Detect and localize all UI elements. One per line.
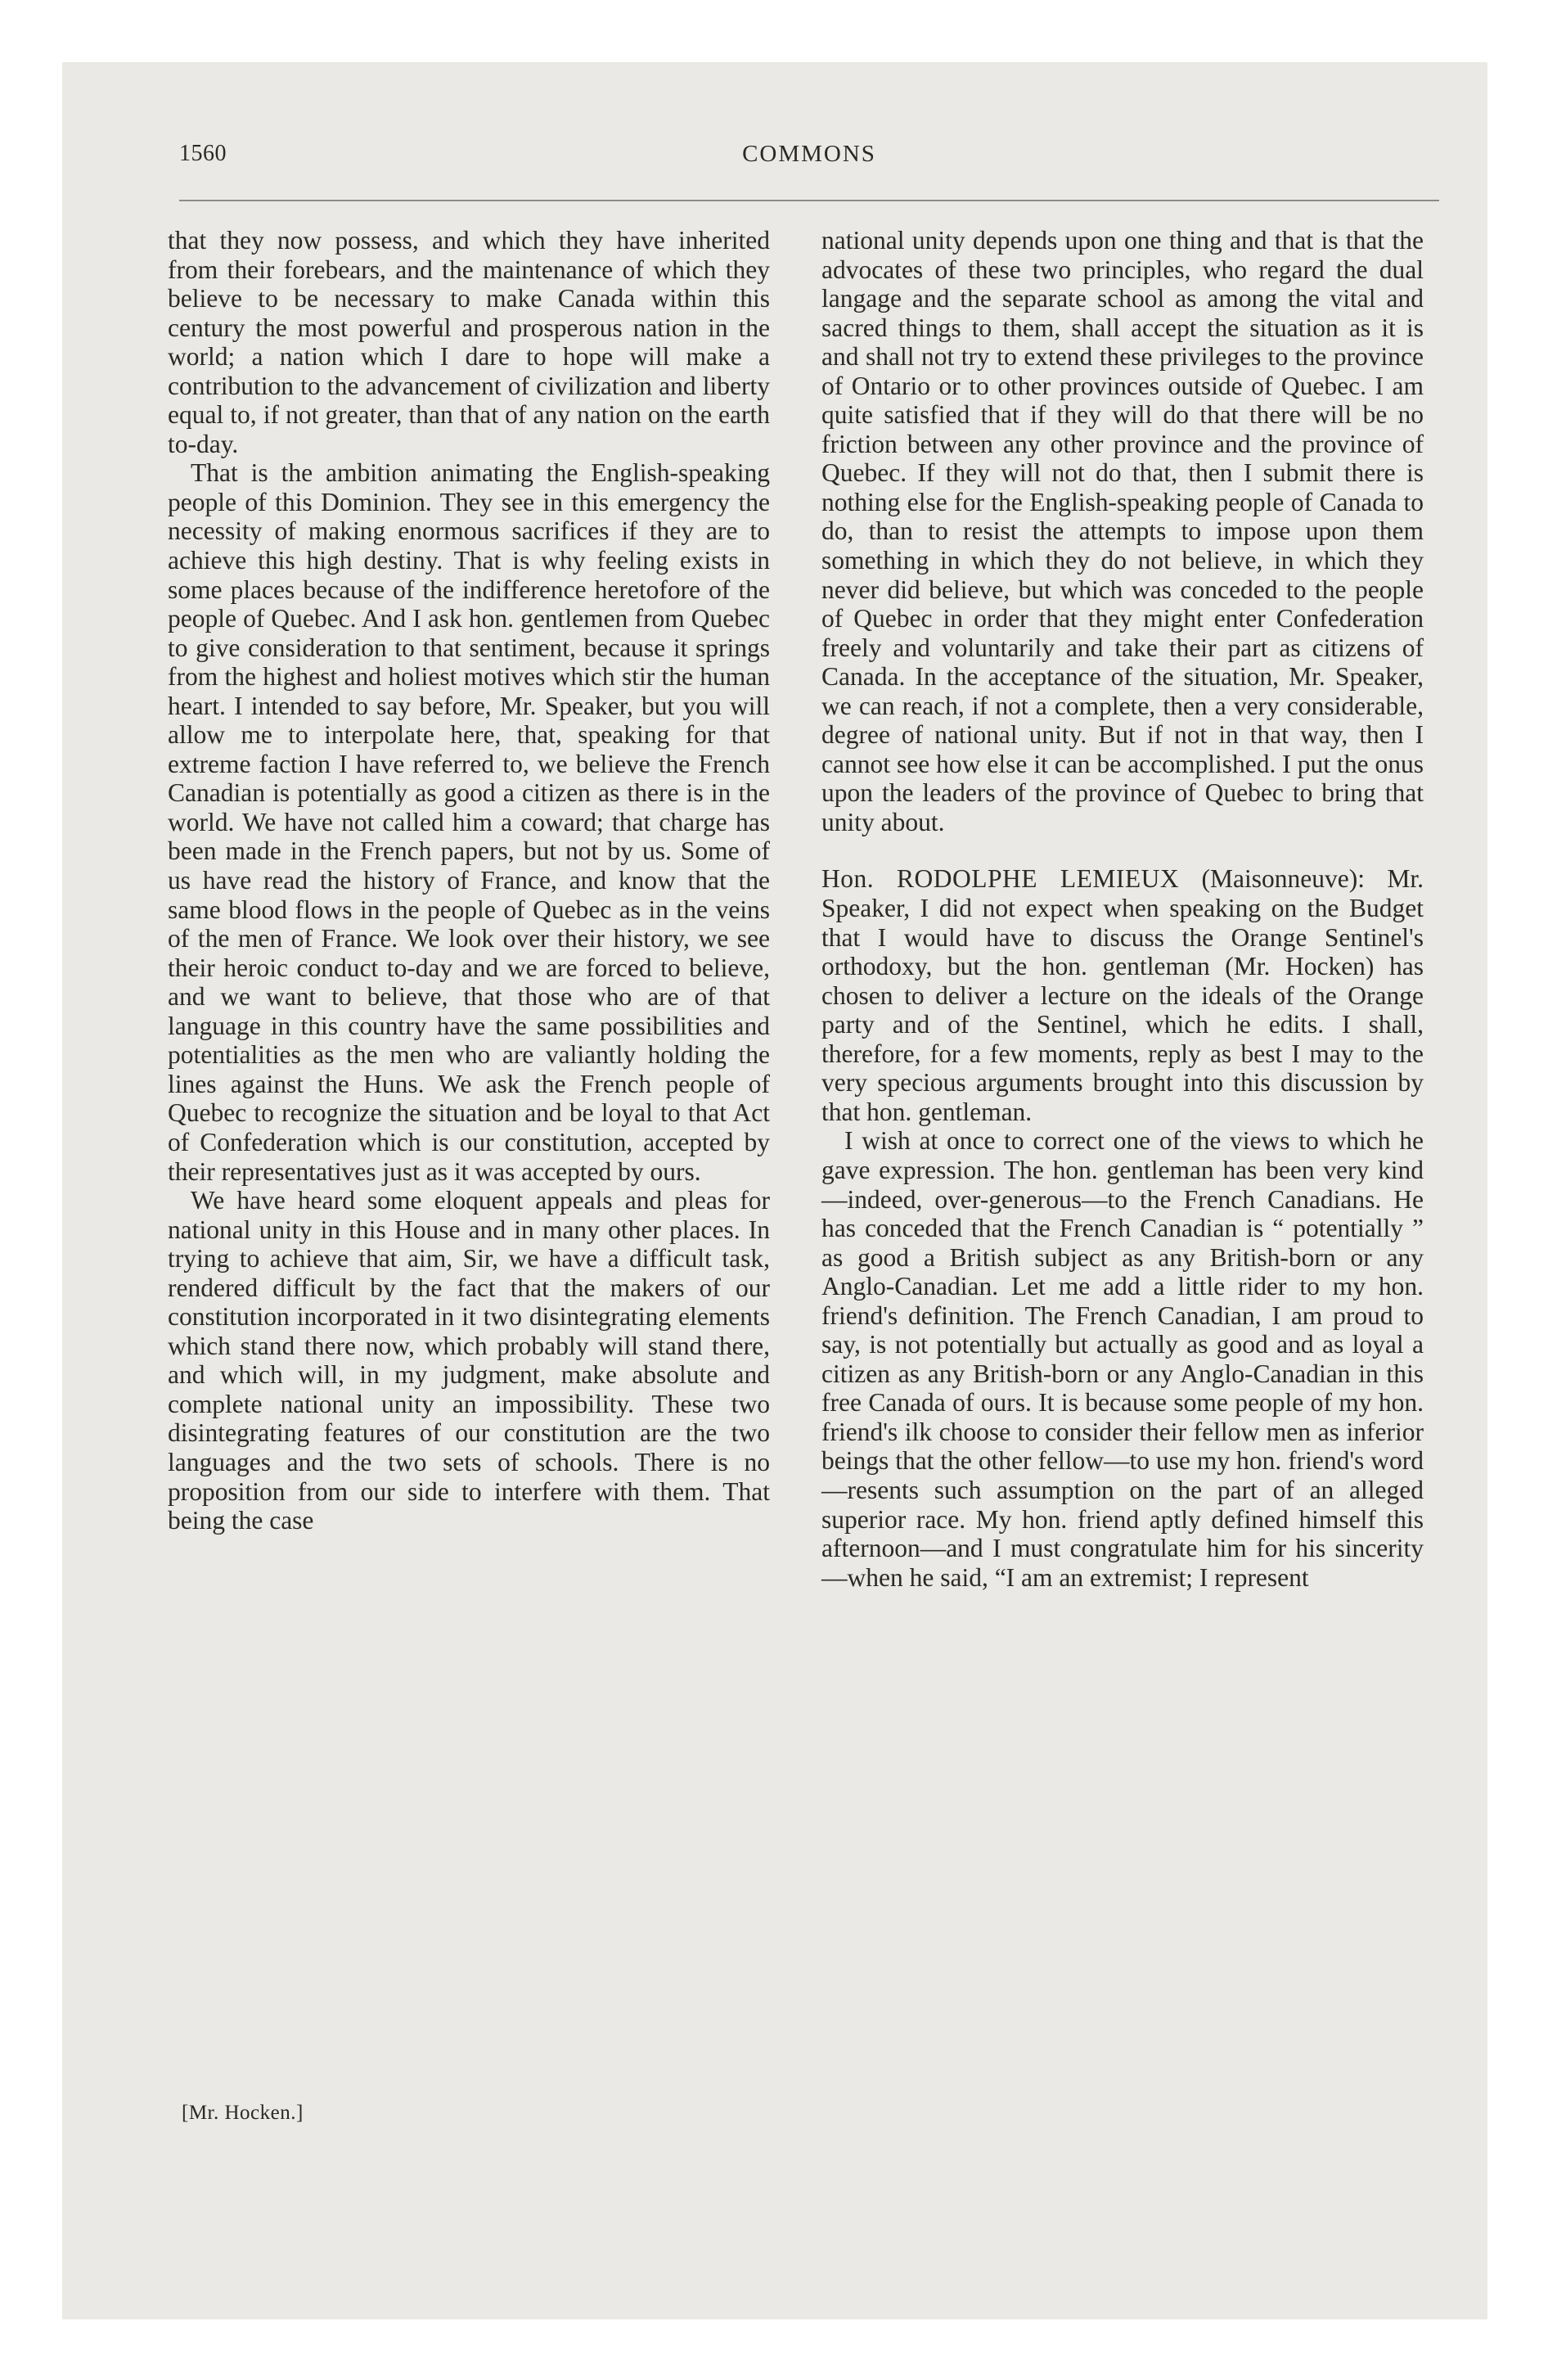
left-column bbox=[168, 226, 770, 1535]
paragraph: We have heard some eloquent appeals and pleas for national unity in this House and in many other places. In trying to achieve that aim, Sir, we have a difficult task, rendered difficult by the fact that the makers of our constitution incorporated in it two disintegrating elements which stand there now, which probably will stand there, and which will, in my judgment, make absolute and complete national unity an impossibility. These two disintegrating features of our constitution are the two languages and the two sets of schools. There is no proposition from our side to interfere with them. That being the case bbox=[168, 1186, 770, 1535]
speaker-name: Hon. RODOLPHE LEMIEUX bbox=[821, 864, 1180, 894]
speaker-riding: (Maisonneuve): bbox=[1201, 864, 1365, 894]
paragraph: I wish at once to correct one of the views to which he gave expression. The hon. gentleman has been very kind—indeed, over-generous—to the French Canadians. He has conceded that the French Canadian is “ potentially ” as good a British subject as any British-born or any Anglo-Canadian. Let me add a little rider to my hon. friend's definition. The French Canadian, I am proud to say, is not potentially but actually as good and as loyal a citizen as any British-born or any Anglo-Canadian in this free Canada of ours. It is because some people of my hon. friend's ilk choose to consider their fellow men as inferior beings that the other fellow—to use my hon. friend's word—resents such assumption on the part of an alleged superior race. My hon. friend aptly defined himself this afternoon—and I must congratulate him for his sincerity—when he said, “I am an extremist; I represent bbox=[821, 1126, 1424, 1592]
page-header bbox=[179, 141, 1439, 177]
speech-text: Mr. Speaker, I did not expect when speaking on the Budget that I would have to discuss the Orange Sentinel's orthodoxy, but the hon. gentleman (Mr. Hocken) has chosen to deliver a lecture on the ideals of the Orange party and of the Sentinel, which he edits. I shall, therefore, for a few moments, reply as best I may to the very specious arguments brought into this discussion by that hon. gentleman. bbox=[821, 864, 1424, 1126]
paragraph: that they now possess, and which they have inherited from their forebears, and the maintenance of which they believe to be necessary to make Canada within this century the most powerful and prosperous nation in the world; a nation which I dare to hope will make a contribution to the advancement of civilization and liberty equal to, if not greater, than that of any nation on the earth to-day. bbox=[168, 226, 770, 458]
paragraph: national unity depends upon one thing and that is that the advocates of these two principles, who regard the dual langage and the separate school as among the vital and sacred things to them, shall accept the situation as it is and shall not try to extend these privileges to the province of Ontario or to other provinces outside of Quebec. I am quite satisfied that if they will do that there will be no friction between any other province and the province of Quebec. If they will not do that, then I submit there is nothing else for the English-speaking people of Canada to do, than to resist the attempts to impose upon them something in which they do not believe, in which they never did believe, but which was conceded to the people of Quebec in order that they might enter Confederation freely and voluntarily and take their part as citizens of Canada. In the acceptance of the situation, Mr. Speaker, we can reach, if not a complete, then a very considerable, degree of national unity. But if not in that way, then I cannot see how else it can be accomplished. I put the onus upon the leaders of the province of Quebec to bring that unity about. bbox=[821, 226, 1424, 836]
page-number: 1560 bbox=[179, 141, 227, 166]
header-rule bbox=[179, 200, 1439, 201]
running-title: COMMONS bbox=[742, 141, 876, 167]
speech-paragraph bbox=[821, 864, 1424, 1126]
speaker-footer-note: [Mr. Hocken.] bbox=[182, 2102, 304, 2124]
right-column bbox=[821, 226, 1424, 1592]
paragraph: That is the ambition animating the English-speaking people of this Dominion. They see in this emergency the necessity of making enormous sacrifices if they are to achieve this high destiny. That is why feeling exists in some places because of the indifference heretofore of the people of Quebec. And I ask hon. gentlemen from Quebec to give consideration to that sentiment, because it springs from the highest and holiest motives which stir the human heart. I intended to say before, Mr. Speaker, but you will allow me to interpolate here, that, speaking for that extreme faction I have referred to, we believe the French Canadian is potentially as good a citizen as there is in the world. We have not called him a coward; that charge has been made in the French papers, but not by us. Some of us have read the history of France, and know that the same blood flows in the people of Quebec as in the veins of the men of France. We look over their history, we see their heroic conduct to-day and we are forced to believe, and we want to believe, that those who are of that language in this country have the same possibilities and potentialities as the men who are valiantly holding the lines against the Huns. We ask the French people of Quebec to recognize the situation and be loyal to that Act of Confederation which is our constitution, accepted by their representatives just as it was accepted by ours. bbox=[168, 458, 770, 1186]
